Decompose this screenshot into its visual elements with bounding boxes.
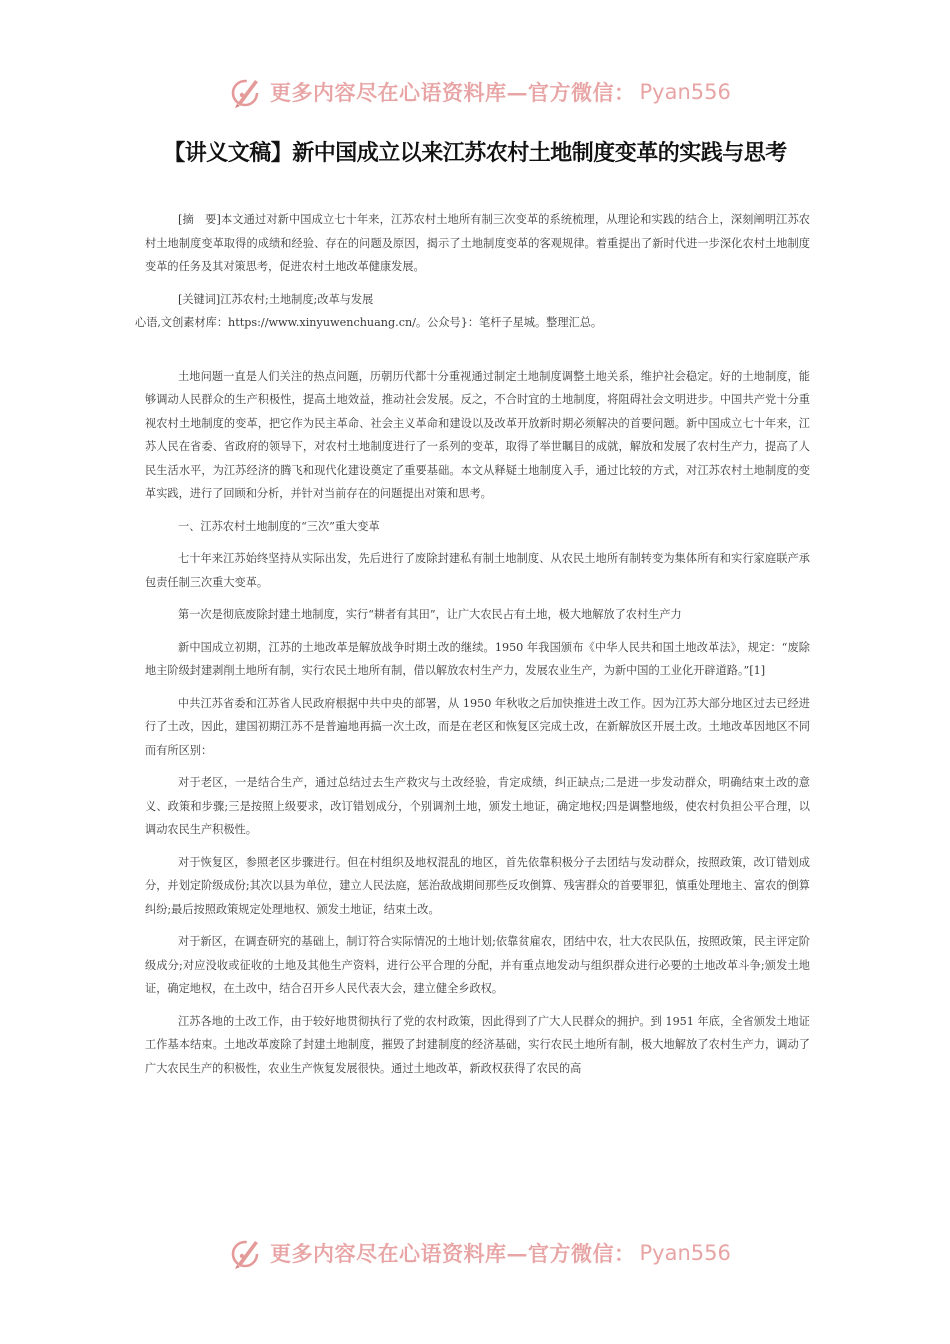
brush-logo-icon <box>228 74 264 110</box>
section-heading: 一、江苏农村土地制度的“三次”重大变革 <box>178 519 380 533</box>
source-note: 心语,文创素材库：https://www.xinyuwenchuang.cn/。公众号}：笔杆子星城。整理汇总。 <box>135 316 603 329</box>
body-paragraph: 中共江苏省委和江苏省人民政府根据中共中央的部署，从 1950 年秋收之后加快推进土改工作。因为江苏大部分地区过去已经进行了土改，因此，建国初期江苏不是普遍地再搞一次土改，而是在老区和恢复区完成土改，在新解放区开展土改。土地改革因地区不同而有所区别： <box>145 696 810 757</box>
body-paragraph: 七十年来江苏始终坚持从实际出发，先后进行了废除封建私有制土地制度、从农民土地所有制转变为集体所有和实行家庭联产承包责任制三次重大变革。 <box>145 552 810 589</box>
body-paragraph: 对于老区，一是结合生产，通过总结过去生产救灾与土改经验，肯定成绩，纠正缺点;二是进一步发动群众，明确结束土改的意义、政策和步骤;三是按照上级要求，改订错划成分，个别调剂土地，颁发土地证，确定地权;四是调整地级，使农村负担公平合理，以调动农民生产积极性。 <box>145 776 810 836</box>
watermark-banner-bottom <box>228 1233 731 1273</box>
watermark-handle: Pyan556 <box>639 80 731 104</box>
body-paragraph: 对于新区，在调查研究的基础上，制订符合实际情况的土地计划;依靠贫雇农，团结中农，壮大农民队伍，按照政策，民主评定阶级成分;对应没收或征收的土地及其他生产资料，进行公平合理的分配，并有重点地发动与组织群众进行必要的土地改革斗争;颁发土地证，确定地权，在土改中，结合召开乡人民代表大会，建立健全乡政权。 <box>145 935 810 995</box>
subheading-paragraph: 第一次是彻底废除封建土地制度，实行“耕者有其田”，让广大农民占有土地，极大地解放了农村生产力 <box>178 608 682 621</box>
watermark-banner-top <box>228 72 731 112</box>
body-paragraph: 新中国成立初期，江苏的土地改革是解放战争时期土改的继续。1950 年我国颁布《中华人民共和国土地改革法》，规定：“废除地主阶级封建剥削土地所有制，实行农民土地所有制，借以解放农村生产力，发展农业生产，为新中国的工业化开辟道路。”[1] <box>145 640 810 677</box>
body-paragraph: 对于恢复区，参照老区步骤进行。但在村组织及地权混乱的地区，首先依靠积极分子去团结与发动群众，按照政策，改订错划成分，并划定阶级成份;其次以县为单位，建立人民法庭，惩治敌战期间那些反攻倒算、残害群众的首要罪犯，慎重处理地主、富农的倒算纠纷;最后按照政策规定处理地权、颁发土地证，结束土改。 <box>145 855 810 916</box>
watermark-handle: Pyan556 <box>639 1241 731 1265</box>
keywords-line: [关键词]江苏农村;土地制度;改革与发展 <box>178 292 374 306</box>
watermark-text: 更多内容尽在心语资料库—官方微信： <box>270 80 636 105</box>
brush-logo-icon <box>228 1235 264 1271</box>
intro-paragraph: 土地问题一直是人们关注的热点问题，历朝历代都十分重视通过制定土地制度调整土地关系，维护社会稳定。好的土地制度，能够调动人民群众的生产积极性，提高土地效益，推动社会发展。反之，不合时宜的土地制度，将阻碍社会文明进步。中国共产党十分重视农村土地制度的变革，把它作为民主革命、社会主义革命和建设以及改革开放新时期必须解决的首要问题。新中国成立七十年来，江苏人民在省委、省政府的领导下，对农村土地制度进行了一系列的变革，取得了举世瞩目的成就，解放和发展了农村生产力，提高了人民生活水平，为江苏经济的腾飞和现代化建设奠定了重要基础。本文从释疑土地制度入手，通过比较的方式，对江苏农村土地制度的变革实践，进行了回顾和分析，并针对当前存在的问题提出对策和思考。 <box>145 369 810 500</box>
abstract-paragraph: [摘 要]本文通过对新中国成立七十年来，江苏农村土地所有制三次变革的系统梳理，从理论和实践的结合上，深刻阐明江苏农村土地制度变革取得的成绩和经验、存在的问题及原因，揭示了土地制度变革的客观规律。着重提出了新时代进一步深化农村土地制度变革的任务及其对策思考，促进农村土地改革健康发展。 <box>145 213 810 273</box>
section-spacer <box>145 335 810 365</box>
document-title: 【讲义文稿】新中国成立以来江苏农村土地制度变革的实践与思考 <box>163 141 787 166</box>
watermark-text: 更多内容尽在心语资料库—官方微信： <box>270 1241 636 1266</box>
body-paragraph: 江苏各地的土改工作，由于较好地贯彻执行了党的农村政策，因此得到了广大人民群众的拥护。到 1951 年底，全省颁发土地证工作基本结束。土地改革废除了封建土地制度，摧毁了封建制度的经济基础，实行农民土地所有制，极大地解放了农村生产力，调动了广大农民生产的积极性，农业生产恢复发展很快。通过土地改革，新政权获得了农民的高 <box>145 1014 810 1075</box>
document-body <box>135 208 810 1089</box>
